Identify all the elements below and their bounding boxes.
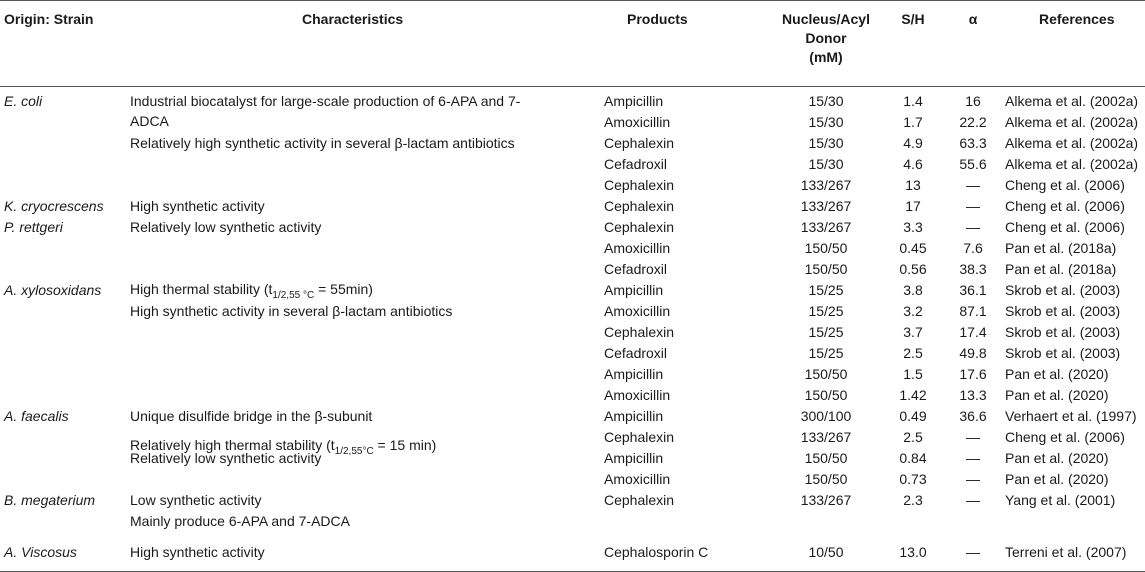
thermal-1-subscript: 1/2,55 °C [272,289,315,301]
row-nucleus-acyl-donor: 15/25 [808,303,844,319]
row-product: Ampicillin [604,282,664,298]
row-product: Ampicillin [604,408,664,424]
row-alpha: 36.6 [959,408,987,424]
row-sh-ratio: 3.2 [903,303,923,319]
row-alpha: — [966,544,980,560]
row-product: Cephalexin [604,219,675,235]
row-product: Ampicillin [604,366,664,382]
row-reference: Pan et al. (2018a) [1005,261,1117,277]
row-reference: Skrob et al. (2003) [1005,282,1121,298]
row-reference: Cheng et al. (2006) [1005,198,1125,214]
row-sh-ratio: 4.6 [903,156,923,172]
table-row [0,133,1145,154]
row-strain: A. Viscosus [4,544,77,560]
header-donor-line-1: Nucleus/Acyl [782,11,870,27]
row-characteristics: Relatively high synthetic activity in several β-lactam antibiotics [130,135,515,151]
row-reference: Yang et al. (2001) [1005,492,1116,508]
row-reference: Terreni et al. (2007) [1005,544,1127,560]
row-sh-ratio: 2.5 [903,345,923,361]
row-nucleus-acyl-donor: 15/25 [808,345,844,361]
thermal-stability-note-2 [130,435,436,456]
row-product: Amoxicillin [604,240,671,256]
row-reference: Pan et al. (2020) [1005,387,1109,403]
row-product: Amoxicillin [604,387,671,403]
row-alpha: — [966,450,980,466]
row-strain: A. faecalis [4,408,69,424]
row-product: Ampicillin [604,93,664,109]
row-characteristics: Low synthetic activity [130,492,262,508]
row-alpha: — [966,429,980,445]
row-nucleus-acyl-donor: 15/30 [808,135,844,151]
row-sh-ratio: 13.0 [899,544,927,560]
row-reference: Alkema et al. (2002a) [1005,114,1139,130]
row-product: Amoxicillin [604,303,671,319]
row-sh-ratio: 3.7 [903,324,923,340]
header-strain: Origin: Strain [4,11,94,27]
row-alpha: 17.4 [959,324,987,340]
row-strain: E. coli [4,93,43,109]
row-product: Cephalexin [604,324,675,340]
row-reference: Skrob et al. (2003) [1005,303,1121,319]
row-alpha: — [966,198,980,214]
row-sh-ratio: 0.84 [899,450,927,466]
row-characteristics: High synthetic activity [130,544,265,560]
row-product: Cephalexin [604,177,675,193]
row-sh-ratio: 4.9 [903,135,923,151]
top-rule [0,0,1145,1]
row-nucleus-acyl-donor: 150/50 [804,240,848,256]
row-sh-ratio: 13 [905,177,921,193]
header-rule [0,86,1145,87]
header-donor-line-2: Donor [805,30,847,46]
row-characteristics: Industrial biocatalyst for large-scale production of 6-APA and 7- [130,93,521,109]
row-alpha: — [966,219,980,235]
row-sh-ratio: 3.3 [903,219,923,235]
header-sh: S/H [901,11,925,27]
row-reference: Pan et al. (2018a) [1005,240,1117,256]
row-nucleus-acyl-donor: 133/267 [800,177,852,193]
row-nucleus-acyl-donor: 150/50 [804,261,848,277]
row-product: Cephalexin [604,198,675,214]
thermal-2-text: Relatively high thermal stability (t [130,437,335,453]
header-donor-line-3: (mM) [809,49,843,65]
row-sh-ratio: 0.73 [899,471,927,487]
row-nucleus-acyl-donor: 15/30 [808,93,844,109]
row-sh-ratio: 1.4 [903,93,923,109]
row-product: Cefadroxil [604,345,668,361]
header-products: Products [627,11,688,27]
row-strain: K. cryocrescens [4,198,104,214]
row-reference: Pan et al. (2020) [1005,366,1109,382]
row-reference: Skrob et al. (2003) [1005,324,1121,340]
row-sh-ratio: 0.56 [899,261,927,277]
row-nucleus-acyl-donor: 133/267 [800,492,852,508]
row-characteristics: Unique disulfide bridge in the β-subunit [130,408,373,424]
row-sh-ratio: 2.5 [903,429,923,445]
row-nucleus-acyl-donor: 10/50 [808,544,844,560]
characteristics-continuation: ADCA [130,113,169,129]
table-row [0,91,1145,112]
row-reference: Cheng et al. (2006) [1005,219,1125,235]
row-characteristics: Mainly produce 6-APA and 7-ADCA [130,513,350,529]
row-reference: Pan et al. (2020) [1005,471,1109,487]
row-sh-ratio: 17 [905,198,921,214]
row-characteristics: Relatively low synthetic activity [130,219,322,235]
row-characteristics: Relatively low synthetic activity [130,450,322,466]
header-characteristics: Characteristics [302,11,404,27]
table-row [0,542,1145,563]
table-row [0,217,1145,238]
row-reference: Verhaert et al. (1997) [1005,408,1137,424]
row-alpha: 36.1 [959,282,987,298]
row-nucleus-acyl-donor: 300/100 [800,408,852,424]
table-row [0,511,1145,532]
row-product: Amoxicillin [604,471,671,487]
row-product: Cephalosporin C [604,544,709,560]
row-alpha: 49.8 [959,345,987,361]
row-product: Cefadroxil [604,261,668,277]
table-row [0,490,1145,511]
row-nucleus-acyl-donor: 150/50 [804,471,848,487]
row-alpha: 16 [965,93,981,109]
thermal-2-subscript: 1/2,55°C [334,445,374,457]
row-characteristics: High synthetic activity [130,198,265,214]
table-row [0,112,1145,133]
table-row [0,238,1145,259]
row-reference: Alkema et al. (2002a) [1005,135,1139,151]
row-nucleus-acyl-donor: 15/30 [808,114,844,130]
row-alpha: — [966,177,980,193]
row-alpha: 38.3 [959,261,987,277]
thermal-2-value: = 15 min) [373,437,437,453]
row-alpha: 22.2 [959,114,987,130]
row-characteristics: High synthetic activity in several β-lactam antibiotics [130,303,453,319]
row-nucleus-acyl-donor: 15/25 [808,324,844,340]
row-product: Cefadroxil [604,156,668,172]
row-nucleus-acyl-donor: 150/50 [804,450,848,466]
row-nucleus-acyl-donor: 150/50 [804,387,848,403]
row-product: Cephalexin [604,429,675,445]
row-alpha: 13.3 [959,387,987,403]
row-nucleus-acyl-donor: 133/267 [800,219,852,235]
row-product: Cephalexin [604,492,675,508]
row-alpha: 17.6 [959,366,987,382]
thermal-1-text: High thermal stability (t [130,281,273,297]
row-sh-ratio: 1.5 [903,366,923,382]
table-row [0,301,1145,322]
header-references: References [1039,11,1115,27]
table-row [0,469,1145,490]
row-nucleus-acyl-donor: 133/267 [800,429,852,445]
table-row [0,364,1145,385]
row-sh-ratio: 0.45 [899,240,927,256]
row-product: Cephalexin [604,135,675,151]
row-reference: Cheng et al. (2006) [1005,177,1125,193]
row-strain: A. xylosoxidans [4,282,102,298]
row-sh-ratio: 2.3 [903,492,923,508]
row-sh-ratio: 0.49 [899,408,927,424]
row-product: Amoxicillin [604,114,671,130]
thermal-stability-note-1 [130,279,373,300]
header-alpha: α [968,11,978,27]
thermal-1-value: = 55min) [314,281,373,297]
row-reference: Cheng et al. (2006) [1005,429,1125,445]
row-reference: Pan et al. (2020) [1005,450,1109,466]
table-row [0,322,1145,343]
row-alpha: 87.1 [959,303,987,319]
table-row [0,175,1145,196]
row-alpha: 63.3 [959,135,987,151]
row-reference: Alkema et al. (2002a) [1005,93,1139,109]
row-reference: Alkema et al. (2002a) [1005,156,1139,172]
row-nucleus-acyl-donor: 150/50 [804,366,848,382]
table-row [0,196,1145,217]
table-row [0,406,1145,427]
table-row [0,343,1145,364]
row-nucleus-acyl-donor: 133/267 [800,198,852,214]
row-strain: B. megaterium [4,492,96,508]
row-sh-ratio: 1.42 [899,387,927,403]
table-row [0,385,1145,406]
row-reference: Skrob et al. (2003) [1005,345,1121,361]
row-alpha: 7.6 [963,240,983,256]
row-nucleus-acyl-donor: 15/30 [808,156,844,172]
row-alpha: 55.6 [959,156,987,172]
row-nucleus-acyl-donor: 15/25 [808,282,844,298]
row-alpha: — [966,492,980,508]
row-sh-ratio: 3.8 [903,282,923,298]
row-product: Ampicillin [604,450,664,466]
row-alpha: — [966,471,980,487]
row-sh-ratio: 1.7 [903,114,923,130]
table-row [0,154,1145,175]
table-row [0,259,1145,280]
header-nucleus-acyl-donor [760,10,892,67]
row-strain: P. rettgeri [4,219,63,235]
